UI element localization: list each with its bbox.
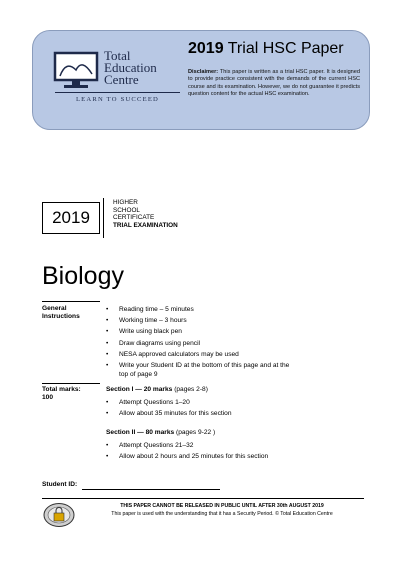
section-1-pages: (pages 2-8) bbox=[174, 386, 208, 393]
year-divider bbox=[103, 198, 104, 238]
list-item: • Allow about 35 minutes for this section bbox=[106, 408, 368, 419]
list-item: • Attempt Questions 1–20 bbox=[106, 397, 368, 408]
cert-line-3: CERTIFICATE bbox=[113, 214, 155, 221]
exam-year-box: 2019 bbox=[42, 202, 100, 234]
section-2-heading bbox=[106, 429, 215, 436]
security-seal-icon bbox=[43, 502, 75, 528]
total-marks-label bbox=[42, 386, 81, 403]
paper-title bbox=[188, 40, 363, 58]
disclaimer-label: Disclaimer: bbox=[188, 69, 219, 75]
paper-title-year: 2019 bbox=[188, 40, 224, 57]
total-marks-value: 100 bbox=[42, 394, 54, 402]
footer-release-notice: THIS PAPER CANNOT BE RELEASED IN PUBLIC UNTIL AFTER 30th AUGUST 2019 bbox=[120, 503, 324, 509]
list-item: • Reading time – 5 minutes bbox=[106, 304, 368, 315]
list-item: • Write your Student ID at the bottom of this page and at the bbox=[106, 360, 368, 371]
paper-title-text: Trial HSC Paper bbox=[227, 40, 344, 57]
section-2-pages: (pages 9-22 ) bbox=[176, 429, 216, 436]
disclaimer bbox=[188, 69, 360, 99]
general-instructions-list bbox=[106, 304, 368, 371]
list-item: • Write using black pen bbox=[106, 326, 368, 337]
list-item: • Draw diagrams using pencil bbox=[106, 338, 368, 349]
footer-rule bbox=[42, 498, 364, 499]
footer-security-notice: This paper is used with the understanding that it has a Security Period. © Total Education Centre bbox=[111, 511, 333, 517]
section-1-heading bbox=[106, 386, 208, 393]
logo-wordmark bbox=[104, 50, 174, 86]
list-item: • Working time – 3 hours bbox=[106, 315, 368, 326]
student-id-field[interactable] bbox=[82, 489, 220, 490]
total-marks-text: Total marks: bbox=[42, 386, 81, 393]
logo-line-1: Total bbox=[104, 48, 131, 63]
general-label-line-2: Instructions bbox=[42, 313, 80, 321]
cert-line-2: SCHOOL bbox=[113, 206, 140, 214]
logo-divider bbox=[55, 92, 180, 93]
logo-line-3: Centre bbox=[104, 72, 139, 87]
marks-label-rule bbox=[42, 383, 100, 384]
logo-tagline: LEARN TO SUCCEED bbox=[75, 96, 160, 103]
section-1-list bbox=[106, 397, 368, 419]
list-item: • Allow about 2 hours and 25 minutes for this section bbox=[106, 451, 368, 462]
student-id-label: Student ID: bbox=[42, 481, 78, 488]
subject-title: Biology bbox=[42, 262, 124, 290]
cert-line-trial: TRIAL EXAMINATION bbox=[113, 221, 178, 229]
logo-line-2: Education bbox=[104, 60, 157, 75]
section-2-list bbox=[106, 440, 368, 462]
general-instructions-label bbox=[42, 305, 80, 322]
disclaimer-text: This paper is written as a trial HSC paper. It is designed to provide practice consistent with the demands of the current HSC course and its examination. However, we do not guarantee it predicts question content for the actual HSC examination. bbox=[188, 69, 361, 98]
certificate-title bbox=[113, 199, 178, 229]
list-item: • NESA approved calculators may be used bbox=[106, 349, 368, 360]
cert-line-1: HIGHER bbox=[113, 199, 138, 206]
footer-notice bbox=[80, 502, 364, 518]
computer-monitor-icon bbox=[52, 50, 100, 90]
general-label-line-1: General bbox=[42, 305, 67, 312]
general-label-rule bbox=[42, 301, 100, 302]
section-1-title: Section I — 20 marks bbox=[106, 386, 173, 393]
general-item-continuation: top of page 9 bbox=[119, 371, 158, 378]
section-2-title: Section II — 80 marks bbox=[106, 429, 175, 436]
list-item: • Attempt Questions 21–32 bbox=[106, 440, 368, 451]
